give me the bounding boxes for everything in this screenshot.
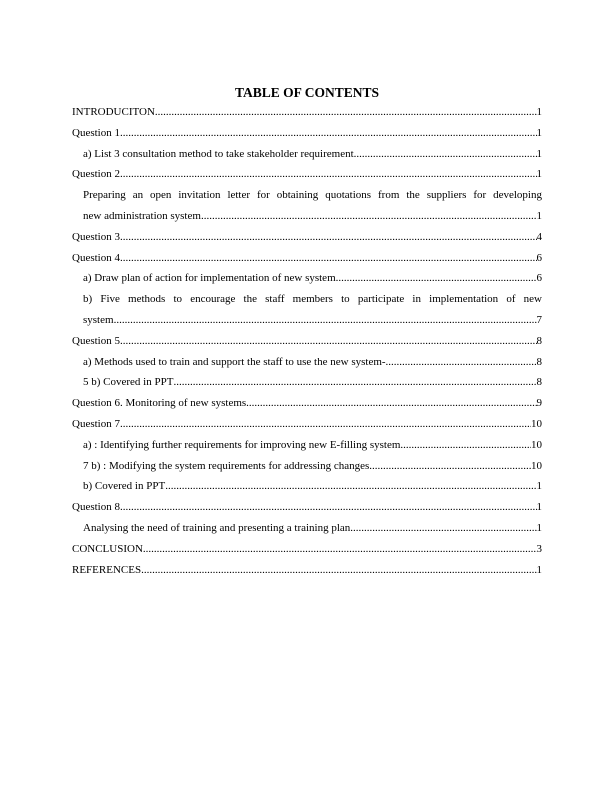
- toc-entry-page: 1: [536, 563, 542, 576]
- toc-entry-question-7[interactable]: [72, 414, 542, 435]
- toc-entry-q1a[interactable]: [72, 144, 542, 165]
- toc-entry-text: 7 b) : Modifying the system requirements for addressing changes: [83, 459, 370, 472]
- toc-entry-page: 9: [536, 397, 542, 410]
- dot-leader: [246, 393, 536, 414]
- dot-leader: [120, 497, 537, 518]
- toc-entry-q7b-ppt[interactable]: [72, 476, 542, 497]
- dot-leader: [336, 268, 537, 289]
- toc-entry-q5a[interactable]: [72, 352, 542, 373]
- toc-entry-page: 8: [536, 376, 542, 389]
- toc-entry-text: INTRODUCITON: [72, 106, 155, 118]
- toc-entry-question-2[interactable]: [72, 164, 542, 185]
- toc-entry-q5b[interactable]: [72, 372, 542, 393]
- toc-entry-question-8[interactable]: [72, 497, 542, 518]
- toc-entry-question-3[interactable]: [72, 227, 542, 248]
- toc-entry-q4a[interactable]: [72, 268, 542, 289]
- dot-leader: [143, 539, 537, 560]
- dot-leader: [141, 560, 536, 581]
- dot-leader: [354, 144, 537, 165]
- toc-entry-page: 10: [531, 417, 542, 430]
- dot-leader: [201, 206, 537, 227]
- dot-leader: [114, 310, 537, 331]
- toc-entry-text: 5 b) Covered in PPT: [83, 376, 174, 389]
- toc-entry-text-line1: b) Five methods to encourage the staff members to participate in implementation of new: [83, 293, 542, 306]
- toc-entry-q7a[interactable]: [72, 435, 542, 456]
- toc-entry-text: Question 8: [72, 501, 120, 514]
- dot-leader: [120, 227, 537, 248]
- toc-entry-text: Question 5: [72, 334, 120, 347]
- toc-entry-page: 1: [536, 106, 542, 118]
- dot-leader: [400, 435, 531, 456]
- toc-title: TABLE OF CONTENTS: [234, 85, 380, 100]
- toc-entry-text-line1: Preparing an open invitation letter for obtaining quotations from the suppliers for developing: [83, 189, 542, 202]
- toc-entry-references[interactable]: [72, 560, 542, 581]
- toc-entry-page: 10: [531, 438, 542, 451]
- toc-entry-page: 1: [536, 521, 542, 534]
- dot-leader: [155, 102, 537, 123]
- toc-entry-text: Question 2: [72, 168, 120, 181]
- dot-leader: [120, 414, 531, 435]
- dot-leader: [120, 123, 537, 144]
- toc-entry-text: system: [83, 313, 114, 326]
- toc-entry-page: 1: [536, 480, 542, 493]
- toc-entry-page: 3: [536, 542, 542, 555]
- toc-entry-introduction[interactable]: [72, 102, 542, 123]
- toc-entry-page: 7: [536, 313, 542, 326]
- toc-entry-text: CONCLUSION: [72, 542, 143, 555]
- toc-entry-page: 6: [536, 251, 542, 264]
- toc-entry-page: 8: [536, 334, 542, 347]
- dot-leader: [165, 476, 536, 497]
- dot-leader: [120, 331, 537, 352]
- dot-leader: [173, 372, 536, 393]
- toc-entry-text: b) Covered in PPT: [83, 480, 166, 493]
- toc-page: [72, 82, 542, 580]
- toc-entry-page: 1: [536, 126, 542, 139]
- dot-leader: [350, 518, 536, 539]
- toc-entry-page: 4: [536, 230, 542, 243]
- toc-entry-text: Question 3: [72, 230, 120, 243]
- dot-leader: [120, 164, 537, 185]
- toc-entry-page: 1: [536, 209, 542, 222]
- toc-entry-text: Question 4: [72, 251, 120, 264]
- toc-entry-text: Question 1: [72, 126, 120, 139]
- toc-entry-page: 6: [536, 272, 542, 285]
- dot-leader: [369, 456, 531, 477]
- toc-entry-page: 10: [531, 459, 542, 472]
- toc-entry-text: new administration system: [83, 209, 201, 222]
- toc-entry-text: a) Methods used to train and support the staff to use the new system-: [83, 355, 386, 368]
- toc-entry-text: Question 6. Monitoring of new systems: [72, 397, 247, 410]
- toc-entry-text: Analysing the need of training and presenting a training plan: [83, 521, 351, 534]
- toc-entry-page: 1: [536, 501, 542, 514]
- toc-entry-page: 8: [536, 355, 542, 368]
- toc-entry-invitation-letter[interactable]: [72, 185, 542, 227]
- toc-entry-q4b[interactable]: [72, 289, 542, 331]
- toc-entry-question-4[interactable]: [72, 248, 542, 269]
- toc-entry-question-5[interactable]: [72, 331, 542, 352]
- toc-entry-page: 1: [536, 168, 542, 181]
- toc-entry-text: a) List 3 consultation method to take stakeholder requirement: [83, 147, 354, 160]
- dot-leader: [120, 248, 537, 269]
- toc-entry-q7b[interactable]: [72, 456, 542, 477]
- toc-entry-conclusion[interactable]: [72, 539, 542, 560]
- toc-entry-text: a) : Identifying further requirements for improving new E-filling system: [83, 438, 401, 451]
- dot-leader: [386, 352, 537, 373]
- toc-entry-question-1[interactable]: [72, 123, 542, 144]
- toc-entry-text: REFERENCES: [72, 563, 142, 576]
- toc-entry-text: Question 7: [72, 417, 120, 430]
- toc-entry-text: a) Draw plan of action for implementation of new system: [83, 272, 336, 285]
- toc-entry-question-6[interactable]: [72, 393, 542, 414]
- toc-entry-page: 1: [536, 147, 542, 160]
- toc-entry-training-plan[interactable]: [72, 518, 542, 539]
